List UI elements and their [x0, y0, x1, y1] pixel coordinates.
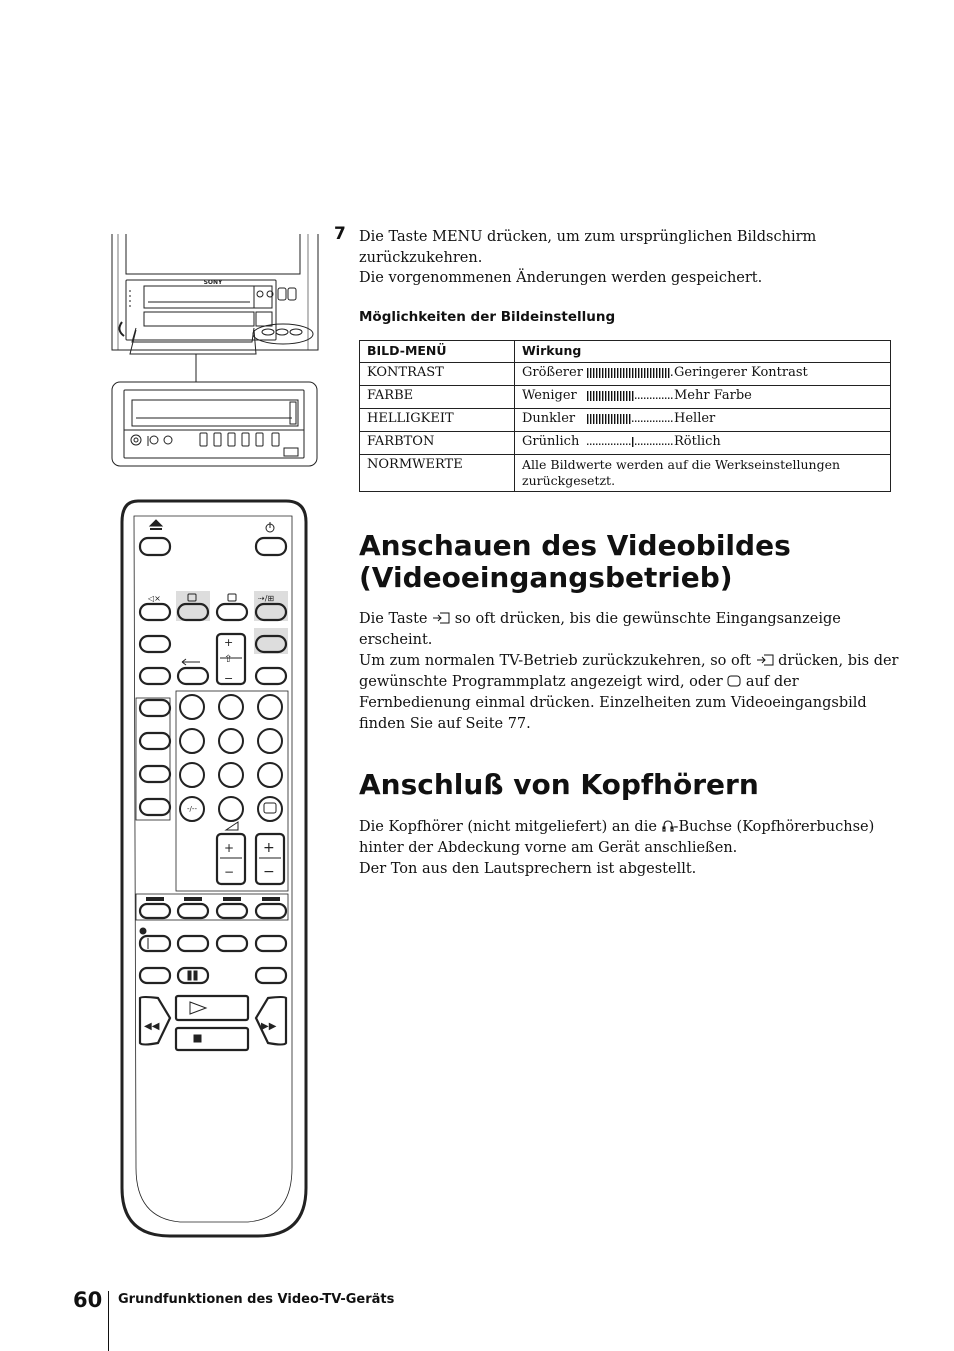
level-tick-filled — [653, 368, 654, 378]
level-tick-filled — [632, 368, 633, 378]
level-tick-filled — [644, 368, 645, 378]
level-tick-filled — [632, 437, 633, 447]
effect-low-label: Grünlich — [522, 434, 580, 449]
svg-text:−: − — [263, 864, 275, 880]
table-row — [360, 455, 891, 492]
level-tick-filled — [623, 368, 624, 378]
level-tick-empty — [668, 397, 669, 398]
level-tick-empty — [659, 443, 660, 444]
level-tick-empty — [647, 443, 648, 444]
headphone-p1-b: -Buchse (Kopfhörerbuchse) hinter der Abdeckung vorne am Gerät anschließen. — [359, 819, 875, 856]
level-tick-filled — [626, 414, 627, 424]
step-7-line-1: Die Taste MENU drücken, um zum ursprünglichen Bildschirm zurückzukehren. — [359, 229, 817, 266]
level-tick-filled — [650, 368, 651, 378]
level-tick-filled — [617, 391, 618, 401]
level-tick-filled — [617, 368, 618, 378]
level-tick-empty — [638, 443, 639, 444]
level-tick-filled — [629, 368, 630, 378]
headphone-icon — [662, 819, 674, 832]
level-tick-empty — [650, 397, 651, 398]
svg-text:+: + — [263, 840, 275, 856]
level-tick-filled — [605, 391, 606, 401]
tv-screen-icon — [727, 675, 741, 687]
level-tick-filled — [605, 414, 606, 424]
step-number: 7 — [334, 224, 346, 244]
level-tick-filled — [617, 414, 618, 424]
headphone-p1-a: Die Kopfhörer (nicht mitgeliefert) an die — [359, 819, 662, 835]
remote-control-illustration — [118, 498, 310, 1240]
level-tick-filled — [593, 414, 594, 424]
table-row — [360, 432, 891, 455]
level-tick-filled — [599, 391, 600, 401]
level-tick-empty — [662, 443, 663, 444]
level-tick-empty — [671, 397, 672, 398]
footer-divider — [108, 1291, 109, 1351]
level-tick-empty — [593, 443, 594, 444]
level-tick-filled — [602, 391, 603, 401]
level-tick-empty — [626, 443, 627, 444]
effect-low-label: Weniger — [522, 388, 577, 403]
level-tick-filled — [635, 368, 636, 378]
video-p2-b: drücken, bis der gewünschte Programmplatz angezeigt wird, oder — [359, 653, 899, 690]
level-tick-filled — [626, 391, 627, 401]
level-tick-filled — [614, 368, 615, 378]
level-tick-filled — [629, 391, 630, 401]
level-tick-empty — [653, 420, 654, 421]
level-tick-filled — [632, 391, 633, 401]
level-tick-empty — [641, 443, 642, 444]
tv-device-illustration — [108, 230, 323, 470]
video-p2-a: Um zum normalen TV-Betrieb zurückzukehren, so oft — [359, 653, 756, 669]
level-tick-empty — [659, 420, 660, 421]
level-tick-filled — [620, 414, 621, 424]
svg-text:◀◀: ◀◀ — [144, 1021, 160, 1032]
effect-high-label: Rötlich — [674, 434, 721, 449]
level-tick-empty — [608, 443, 609, 444]
level-tick-filled — [602, 414, 603, 424]
input-arrow-icon — [756, 654, 774, 666]
level-tick-empty — [602, 443, 603, 444]
level-tick-empty — [668, 443, 669, 444]
effect-low-label: Größerer — [522, 365, 583, 380]
level-tick-empty — [662, 397, 663, 398]
svg-text:+: + — [224, 841, 235, 855]
level-tick-filled — [596, 391, 597, 401]
level-tick-empty — [656, 420, 657, 421]
level-tick-empty — [641, 397, 642, 398]
level-tick-filled — [599, 368, 600, 378]
level-bar — [586, 368, 674, 378]
level-tick-filled — [614, 414, 615, 424]
picture-settings-table — [359, 340, 891, 492]
remote-slash-minus-label: -/-- — [187, 805, 197, 813]
level-tick-filled — [605, 368, 606, 378]
level-tick-empty — [635, 420, 636, 421]
level-tick-filled — [593, 391, 594, 401]
effect-high-label: Mehr Farbe — [674, 388, 752, 403]
level-tick-filled — [662, 368, 663, 378]
level-tick-empty — [638, 397, 639, 398]
level-tick-empty — [623, 443, 624, 444]
svg-text:◁×: ◁× — [148, 594, 161, 603]
level-tick-filled — [587, 368, 588, 378]
level-tick-empty — [644, 443, 645, 444]
level-tick-filled — [587, 414, 588, 424]
row-menu-item: FARBE — [360, 386, 515, 409]
header-bild-menu: BILD-MENÜ — [360, 341, 515, 363]
table-row — [360, 409, 891, 432]
page-number: 60 — [73, 1288, 103, 1312]
video-section-text — [359, 609, 899, 735]
level-tick-empty — [671, 443, 672, 444]
level-tick-filled — [590, 414, 591, 424]
level-tick-empty — [620, 443, 621, 444]
level-tick-filled — [629, 414, 630, 424]
svg-text:▶▶: ▶▶ — [261, 1021, 277, 1032]
level-tick-empty — [671, 374, 672, 375]
level-tick-filled — [623, 414, 624, 424]
row-menu-item: HELLIGKEIT — [360, 409, 515, 432]
level-bar — [586, 437, 674, 447]
level-tick-empty — [668, 420, 669, 421]
level-tick-empty — [644, 397, 645, 398]
headphone-section-heading: Anschluß von Kopfhörern — [359, 768, 759, 801]
row-menu-item: KONTRAST — [360, 363, 515, 386]
video-p1-a: Die Taste — [359, 611, 433, 627]
level-tick-filled — [596, 414, 597, 424]
tv-brand-logo: SONY — [203, 279, 223, 286]
step-7-line-2: Die vorgenommenen Änderungen werden gespeichert. — [359, 270, 763, 286]
table-title: Möglichkeiten der Bildeinstellung — [359, 309, 616, 325]
level-bar — [586, 391, 674, 401]
level-tick-empty — [605, 443, 606, 444]
level-tick-empty — [671, 420, 672, 421]
level-tick-empty — [650, 420, 651, 421]
input-arrow-icon — [432, 612, 450, 624]
level-tick-empty — [659, 397, 660, 398]
level-tick-empty — [647, 420, 648, 421]
step-7-text — [359, 227, 879, 289]
level-tick-filled — [614, 391, 615, 401]
video-p2-c: auf der Fernbedienung einmal drücken. Einzelheiten zum Videoeingangsbild finden Sie auf Seite 77. — [359, 674, 867, 732]
level-tick-empty — [653, 397, 654, 398]
level-tick-filled — [590, 368, 591, 378]
svg-text:−: − — [224, 672, 234, 685]
level-tick-empty — [599, 443, 600, 444]
level-tick-filled — [611, 391, 612, 401]
svg-text:⇧: ⇧ — [224, 654, 233, 665]
svg-text:+: + — [224, 636, 234, 649]
level-tick-empty — [587, 443, 588, 444]
level-tick-empty — [656, 443, 657, 444]
level-tick-filled — [641, 368, 642, 378]
table-header-row — [360, 341, 891, 363]
level-tick-empty — [641, 420, 642, 421]
level-tick-empty — [614, 443, 615, 444]
level-tick-filled — [587, 391, 588, 401]
level-tick-empty — [665, 443, 666, 444]
level-tick-filled — [611, 414, 612, 424]
level-tick-filled — [602, 368, 603, 378]
level-tick-filled — [608, 414, 609, 424]
level-tick-empty — [596, 443, 597, 444]
level-tick-filled — [659, 368, 660, 378]
level-tick-empty — [617, 443, 618, 444]
row-effect-text: Alle Bildwerte werden auf die Werkseinstellungen zurückgesetzt. — [515, 455, 891, 492]
level-tick-empty — [665, 397, 666, 398]
footer-title: Grundfunktionen des Video-TV-Geräts — [118, 1292, 395, 1307]
level-tick-filled — [656, 368, 657, 378]
level-tick-empty — [632, 420, 633, 421]
level-tick-empty — [653, 443, 654, 444]
level-tick-filled — [665, 368, 666, 378]
level-tick-filled — [590, 391, 591, 401]
effect-high-label: Geringerer Kontrast — [674, 365, 808, 380]
level-bar — [586, 414, 674, 424]
level-tick-empty — [665, 420, 666, 421]
effect-high-label: Heller — [674, 411, 716, 426]
level-tick-empty — [629, 443, 630, 444]
row-menu-item: NORMWERTE — [360, 455, 515, 492]
level-tick-empty — [635, 443, 636, 444]
level-tick-filled — [626, 368, 627, 378]
row-menu-item: FARBTON — [360, 432, 515, 455]
level-tick-empty — [611, 443, 612, 444]
level-tick-filled — [647, 368, 648, 378]
level-tick-filled — [611, 368, 612, 378]
level-tick-empty — [644, 420, 645, 421]
level-tick-empty — [635, 397, 636, 398]
level-tick-filled — [668, 368, 669, 378]
headphone-section-text — [359, 817, 899, 880]
level-tick-empty — [590, 443, 591, 444]
level-tick-filled — [608, 368, 609, 378]
level-tick-filled — [596, 368, 597, 378]
level-tick-filled — [593, 368, 594, 378]
level-tick-filled — [638, 368, 639, 378]
headphone-p2: Der Ton aus den Lautsprechern ist abgestellt. — [359, 861, 697, 877]
svg-text:⇢/⊞: ⇢/⊞ — [258, 594, 275, 603]
header-wirkung: Wirkung — [515, 341, 891, 363]
effect-low-label: Dunkler — [522, 411, 576, 426]
level-tick-filled — [620, 391, 621, 401]
level-tick-empty — [638, 420, 639, 421]
level-tick-filled — [620, 368, 621, 378]
level-tick-empty — [656, 397, 657, 398]
level-tick-empty — [662, 420, 663, 421]
level-tick-filled — [623, 391, 624, 401]
video-p1-b: so oft drücken, bis die gewünschte Eingangsanzeige erscheint. — [359, 611, 841, 648]
level-tick-empty — [647, 397, 648, 398]
level-tick-empty — [650, 443, 651, 444]
level-tick-filled — [608, 391, 609, 401]
svg-text:−: − — [224, 865, 235, 879]
level-tick-filled — [599, 414, 600, 424]
video-section-heading: Anschauen des Videobildes (Videoeingangsbetrieb) — [359, 529, 791, 594]
table-row — [360, 386, 891, 409]
table-row — [360, 363, 891, 386]
